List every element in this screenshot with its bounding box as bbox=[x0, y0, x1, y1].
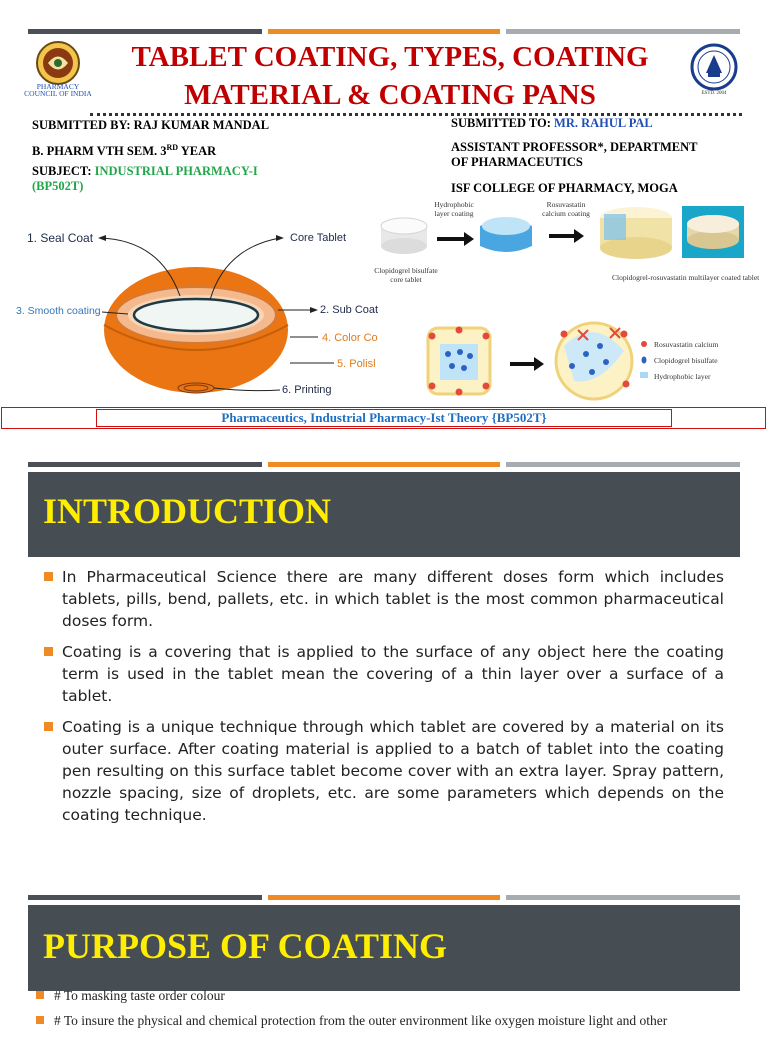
logo-text-2: COUNCIL OF INDIA bbox=[24, 89, 92, 98]
designation-1: ASSISTANT PROFESSOR*, DEPARTMENT bbox=[451, 140, 698, 154]
purpose-bar-orange bbox=[268, 895, 500, 900]
label-printing: 6. Printing bbox=[282, 384, 332, 396]
college-logo bbox=[690, 43, 738, 99]
intro-bar-dark bbox=[28, 462, 262, 467]
designation-2: OF PHARMACEUTICS bbox=[451, 155, 583, 169]
subject-value-1: INDUSTRIAL PHARMACY-I bbox=[94, 164, 258, 178]
bullet-text: In Pharmaceutical Science there are many different doses form which includes tablets, pills, bend, pallets, etc. in which tablet is the most common pharmaceutical doses form. bbox=[62, 568, 724, 630]
bullet-square-icon bbox=[36, 1016, 44, 1024]
subject-label: SUBJECT: bbox=[32, 164, 95, 178]
bullet-text: # To masking taste order colour bbox=[54, 988, 225, 1003]
slide-footer: Pharmaceutics, Industrial Pharmacy-Ist Theory {BP502T} bbox=[96, 409, 672, 427]
course-sup: RD bbox=[166, 143, 179, 152]
label-sub-coat: 2. Sub Coat bbox=[320, 304, 379, 316]
label-core-tablet-figure: Clopidogrel bisulfate core tablet bbox=[374, 266, 438, 284]
title-line-1: TABLET COATING, TYPES, COATING bbox=[131, 41, 649, 73]
slide-title-text bbox=[95, 38, 685, 114]
label-polish: 5. Polisl bbox=[337, 358, 376, 370]
list-item bbox=[34, 1012, 754, 1030]
top-bar-orange bbox=[268, 29, 500, 34]
designation bbox=[451, 140, 697, 170]
subject-line bbox=[32, 164, 258, 194]
bullet-text: # To insure the physical and chemical protection from the outer environment like oxygen moisture light and other bbox=[54, 1013, 668, 1028]
intro-bar-grey bbox=[506, 462, 740, 467]
bullet-text: Coating is a covering that is applied to the surface of any object here the coating term is used in the tablet mean the covering of a thin layer over a surface of a tablet. bbox=[62, 643, 724, 705]
list-item bbox=[42, 641, 724, 707]
submitted-to bbox=[451, 116, 653, 131]
list-item bbox=[42, 716, 724, 826]
purpose-header bbox=[28, 905, 740, 991]
top-bar-dark bbox=[28, 29, 262, 34]
purpose-bar-grey bbox=[506, 895, 740, 900]
intro-heading: INTRODUCTION bbox=[43, 491, 332, 531]
purpose-bullet-list bbox=[34, 987, 754, 1037]
course-text: B. PHARM VTH SEM. 3 bbox=[32, 144, 167, 159]
label-core-tablet: Core Tablet bbox=[290, 232, 347, 244]
legend-rosuvastatin: Rosuvastatin calcium bbox=[654, 340, 719, 349]
intro-bar-orange bbox=[268, 462, 500, 467]
college-name: ISF COLLEGE OF PHARMACY, MOGA bbox=[451, 181, 678, 195]
intro-header bbox=[28, 472, 740, 557]
logo-text-1: PHARMACY bbox=[36, 82, 80, 91]
pharmacy-council-logo bbox=[22, 40, 94, 98]
label-seal-coat: 1. Seal Coat bbox=[27, 231, 94, 245]
bullet-text: Coating is a unique technique through which tablet are covered by a material on its outer surface. After coating material is applied to a batch of tablet into the coating pen resulting on this surface tablet become cover with an extra layer. Spray pattern, nozzle spacing, size of droplets, etc. are some parameters which depends on the coating technique. bbox=[62, 718, 724, 824]
subject-value-2: (BP502T) bbox=[32, 179, 84, 193]
title-line-2: MATERIAL & COATING PANS bbox=[184, 79, 596, 111]
label-hydrophobic-coating: Hydrophobic layer coating bbox=[434, 200, 474, 218]
course-end: YEAR bbox=[178, 144, 217, 159]
bullet-square-icon bbox=[44, 722, 53, 731]
label-rosuvastatin-coating: Rosuvastatin calcium coating bbox=[542, 200, 590, 218]
legend-hydrophobic: Hydrophobic layer bbox=[654, 372, 711, 381]
purpose-bar-dark bbox=[28, 895, 262, 900]
course-line bbox=[32, 140, 216, 159]
submitted-to-name: MR. RAHUL PAL bbox=[554, 116, 653, 130]
purpose-heading: PURPOSE OF COATING bbox=[43, 926, 448, 966]
submitted-by: SUBMITTED BY: RAJ KUMAR MANDAL bbox=[32, 118, 270, 132]
bullet-square-icon bbox=[44, 647, 53, 656]
college-logo-text: ESTD. 2004 bbox=[701, 91, 727, 96]
legend-clopidogrel: Clopidogrel bisulfate bbox=[654, 356, 718, 365]
bullet-square-icon bbox=[36, 991, 44, 999]
label-smooth-coating: 3. Smooth coating bbox=[16, 305, 101, 317]
intro-bullet-list bbox=[42, 566, 724, 835]
top-bar-grey bbox=[506, 29, 740, 34]
list-item bbox=[34, 987, 754, 1005]
label-multilayer-tablet: Clopidogrel-rosuvastatin multilayer coated tablet bbox=[612, 273, 760, 282]
bullet-square-icon bbox=[44, 572, 53, 581]
list-item bbox=[42, 566, 724, 632]
submitted-to-label: SUBMITTED TO: bbox=[451, 116, 555, 130]
label-color-coat: 4. Color Co bbox=[322, 332, 378, 344]
